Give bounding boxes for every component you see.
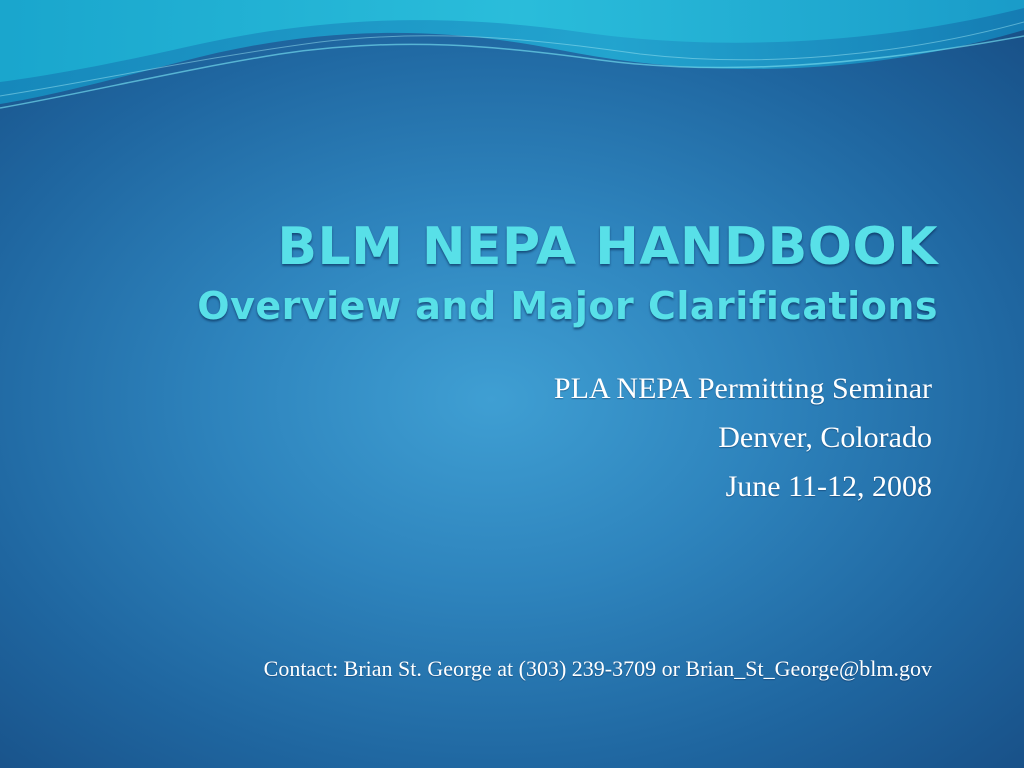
event-location: Denver, Colorado: [718, 421, 932, 454]
contact-info: Contact: Brian St. George at (303) 239-3709 or Brian_St_George@blm.gov: [263, 656, 932, 681]
slide-title-block: [38, 214, 938, 332]
event-details: [232, 364, 932, 511]
slide-subtitle-heading: Overview and Major Clarifications: [197, 284, 938, 328]
decorative-wave-banner: [0, 0, 1024, 130]
event-name: PLA NEPA Permitting Seminar: [553, 372, 932, 405]
slide-title: BLM NEPA HANDBOOK: [277, 217, 938, 277]
event-date: June 11-12, 2008: [725, 470, 932, 503]
